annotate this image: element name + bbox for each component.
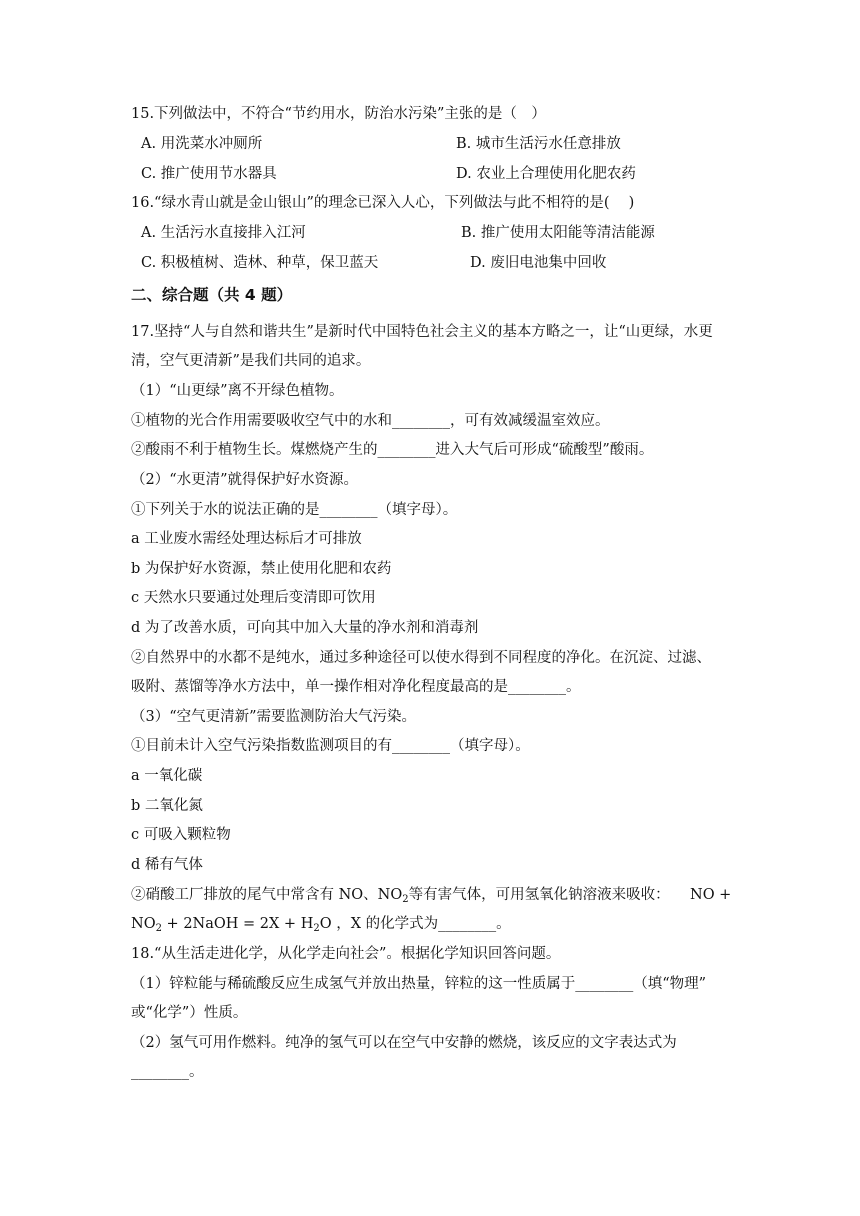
q17-part2-b-line1: ②自然界中的水都不是纯水，通过多种途径可以使水得到不同程度的净化。在沉淀、过滤、 [131,650,711,666]
equation-middle: + 2NaOH = 2X + H [161,916,314,932]
q18-stem: 18.“从生活走进化学，从化学走向社会”。根据化学知识回答问题。 [131,946,561,962]
equation-end: O [319,916,332,932]
q17-part3-a: ①目前未计入空气污染指数监测项目的有________（填字母）。 [131,738,530,754]
q17-part3-a-choice-d: d 稀有气体 [131,857,203,873]
equation-start: NO + [690,887,732,903]
q17-part2-a-choice-a: a 工业废水需经处理达标后才可排放 [131,531,362,547]
subscript: 2 [155,923,162,934]
q17-part3-b-question: ，X 的化学式为________。 [336,916,511,932]
q17-part2: （2）“水更清”就得保护好水资源。 [131,472,359,488]
q17-part3-a-choice-c: c 可吸入颗粒物 [131,827,231,843]
q18-part1-line2: 或“化学”）性质。 [131,1005,248,1021]
q17-stem-line1: 17.坚持“人与自然和谐共生”是新时代中国特色社会主义的基本方略之一，让“山更绿，水更 [131,324,713,340]
q17-part2-a: ①下列关于水的说法正确的是________（填字母）。 [131,502,458,518]
q16-option-d: D. 废旧电池集中回收 [470,255,607,271]
q17-part1: （1）“山更绿”离不开绿色植物。 [131,383,344,399]
q17-part1-b: ②酸雨不利于植物生长。煤燃烧产生的________进入大气后可形成“硫酸型”酸雨。 [131,442,654,458]
q15-option-b: B. 城市生活污水任意排放 [456,136,621,152]
q17-stem-line2: 清，空气更清新”是我们共同的追求。 [131,353,371,369]
q17-part3-a-choice-a: a 一氧化碳 [131,768,203,784]
q18-part2-line2: ________。 [131,1064,204,1080]
q17-part3-b-text-cont: 等有害气体，可用氢氧化钠溶液来吸收： [408,887,670,903]
equation-no2: NO [131,916,156,932]
q15-stem: 15.下列做法中，不符合“节约用水，防治水污染”主张的是（ ） [131,106,546,122]
q17-part2-a-choice-d: d 为了改善水质，可向其中加入大量的净水剂和消毒剂 [131,620,479,636]
subscript: 2 [402,894,409,905]
q18-part1-line1: （1）锌粒能与稀硫酸反应生成氢气并放出热量，锌粒的这一性质属于________（填“物理” [131,976,707,992]
q17-part3-b-line2 [131,914,511,934]
q15-option-a: A. 用洗菜水冲厕所 [141,136,263,152]
q17-part2-a-choice-c: c 天然水只要通过处理后变清即可饮用 [131,590,376,606]
q15-option-d: D. 农业上合理使用化肥农药 [456,166,636,182]
q16-option-c: C. 积极植树、造林、种草，保卫蓝天 [141,255,379,271]
q16-option-a: A. 生活污水直接排入江河 [141,225,306,241]
q17-part1-a: ①植物的光合作用需要吸收空气中的水和________，可有效减缓温室效应。 [131,413,610,429]
q17-part2-b-line2: 吸附、蒸馏等净水方法中，单一操作相对净化程度最高的是________。 [131,679,581,695]
q16-stem: 16.“绿水青山就是金山银山”的理念已深入人心，下列做法与此不相符的是( ) [131,195,635,211]
q17-part3-b-text: ②硝酸工厂排放的尾气中常含有 NO、NO [131,887,403,903]
q15-option-c: C. 推广使用节水器具 [141,166,277,182]
q17-part3-b-line1 [131,885,670,905]
subscript: 2 [313,923,320,934]
q17-part3-a-choice-b: b 二氧化氮 [131,798,203,814]
q17-part3: （3）“空气更清新”需要监测防治大气污染。 [131,709,417,725]
q16-option-b: B. 推广使用太阳能等清洁能源 [461,225,655,241]
q17-part2-a-choice-b: b 为保护好水资源，禁止使用化肥和农药 [131,561,392,577]
section-title: 二、综合题（共 4 题） [131,286,293,304]
q18-part2-line1: （2）氢气可用作燃料。纯净的氢气可以在空气中安静的燃烧，该反应的文字表达式为 [131,1035,677,1051]
